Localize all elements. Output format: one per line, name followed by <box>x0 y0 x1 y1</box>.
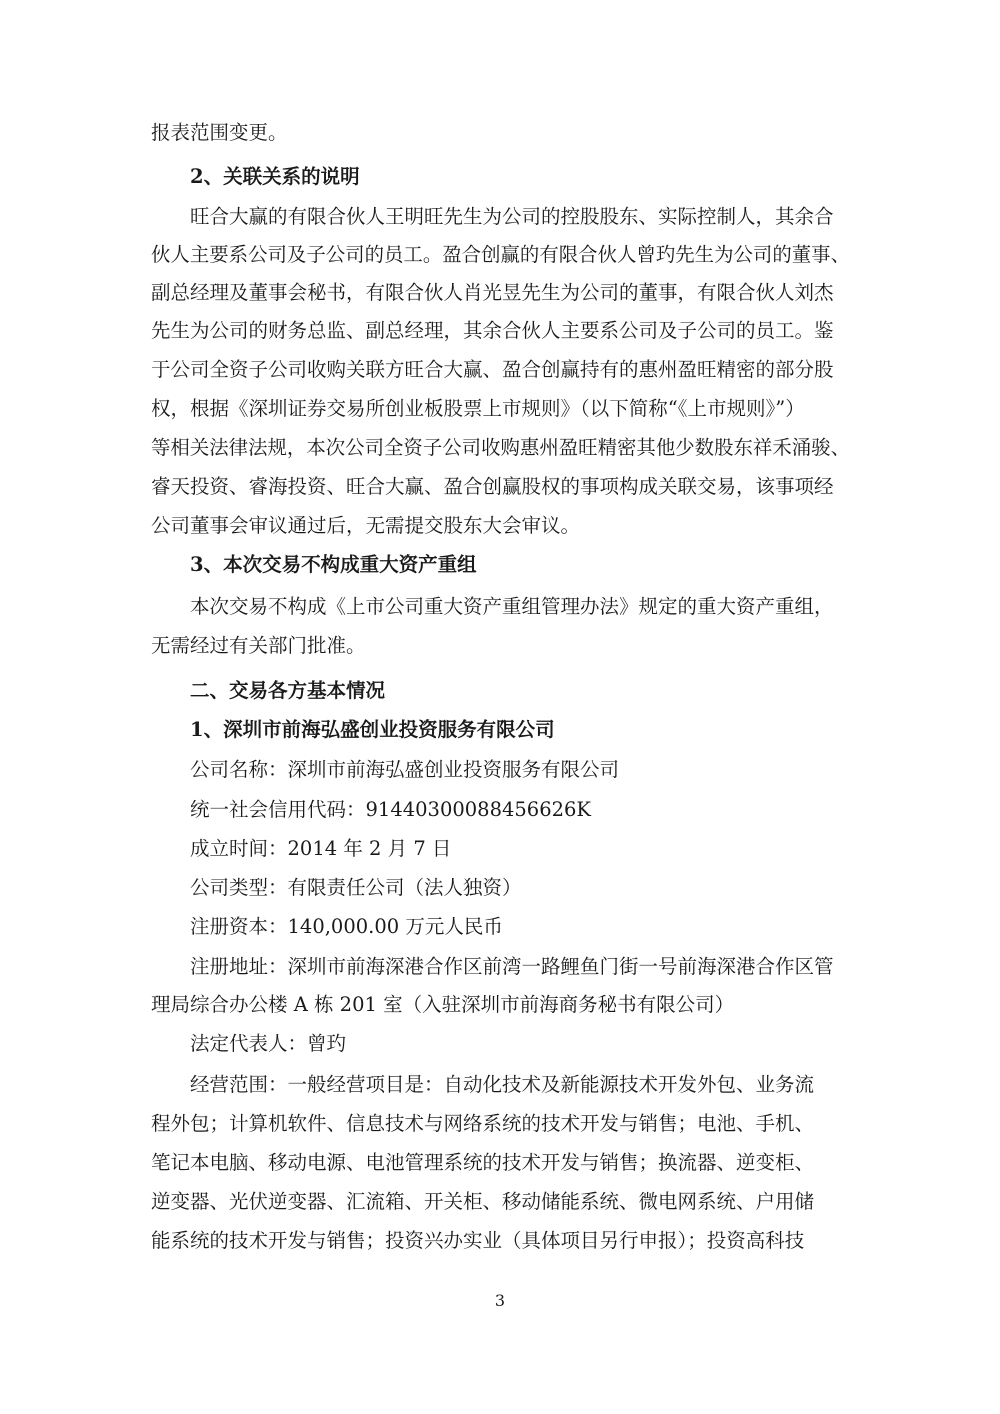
paragraph-line: 理局综合办公楼 A 栋 201 室（入驻深圳市前海商务秘书有限公司） <box>151 993 735 1016</box>
paragraph-line: 笔记本电脑、移动电源、电池管理系统的技术开发与销售；换流器、逆变柜、 <box>151 1151 815 1174</box>
business-scope-field: 经营范围：一般经营项目是：自动化技术及新能源技术开发外包、业务流 <box>190 1073 815 1096</box>
paragraph-line: 报表范围变更。 <box>151 121 288 144</box>
established-date-field: 成立时间：2014 年 2 月 7 日 <box>190 837 452 860</box>
paragraph-line: 程外包；计算机软件、信息技术与网络系统的技术开发与销售；电池、手机、 <box>151 1112 815 1135</box>
company-heading: 1、深圳市前海弘盛创业投资服务有限公司 <box>190 718 555 741</box>
paragraph-line: 公司董事会审议通过后，无需提交股东大会审议。 <box>151 514 581 537</box>
registered-address-field: 注册地址：深圳市前海深港合作区前湾一路鲤鱼门街一号前海深港合作区管 <box>190 955 834 978</box>
paragraph-line: 本次交易不构成《上市公司重大资产重组管理办法》规定的重大资产重组， <box>190 595 834 618</box>
paragraph-line: 于公司全资子公司收购关联方旺合大赢、盈合创赢持有的惠州盈旺精密的部分股 <box>151 358 834 381</box>
paragraph-line: 伙人主要系公司及子公司的员工。盈合创赢的有限合伙人曾玓先生为公司的董事、 <box>151 243 850 266</box>
paragraph-line: 睿天投资、睿海投资、旺合大赢、盈合创赢股权的事项构成关联交易，该事项经 <box>151 475 834 498</box>
company-type-field: 公司类型：有限责任公司（法人独资） <box>190 876 522 899</box>
paragraph-line: 能系统的技术开发与销售；投资兴办实业（具体项目另行申报）；投资高科技 <box>151 1229 805 1252</box>
paragraph-line: 旺合大赢的有限合伙人王明旺先生为公司的控股股东、实际控制人，其余合 <box>190 205 834 228</box>
section-heading: 二、交易各方基本情况 <box>190 679 386 702</box>
paragraph-line: 权，根据《深圳证券交易所创业板股票上市规则》（以下简称“《上市规则》”） <box>151 397 805 420</box>
paragraph-line: 副总经理及董事会秘书，有限合伙人肖光昱先生为公司的董事，有限合伙人刘杰 <box>151 281 834 304</box>
credit-code-field: 统一社会信用代码：91440300088456626K <box>190 798 591 821</box>
page-number: 3 <box>494 1291 506 1310</box>
legal-representative-field: 法定代表人：曾玓 <box>190 1032 347 1055</box>
company-name-field: 公司名称：深圳市前海弘盛创业投资服务有限公司 <box>190 758 620 781</box>
paragraph-line: 逆变器、光伏逆变器、汇流箱、开关柜、移动储能系统、微电网系统、户用储 <box>151 1190 815 1213</box>
paragraph-line: 先生为公司的财务总监、副总经理，其余合伙人主要系公司及子公司的员工。鉴 <box>151 319 834 342</box>
paragraph-line: 等相关法律法规，本次公司全资子公司收购惠州盈旺精密其他少数股东祥禾涌骏、 <box>151 436 850 459</box>
section-heading: 3、本次交易不构成重大资产重组 <box>190 553 477 576</box>
registered-capital-field: 注册资本：140,000.00 万元人民币 <box>190 915 503 938</box>
paragraph-line: 无需经过有关部门批准。 <box>151 634 366 657</box>
section-heading: 2、关联关系的说明 <box>190 165 360 188</box>
